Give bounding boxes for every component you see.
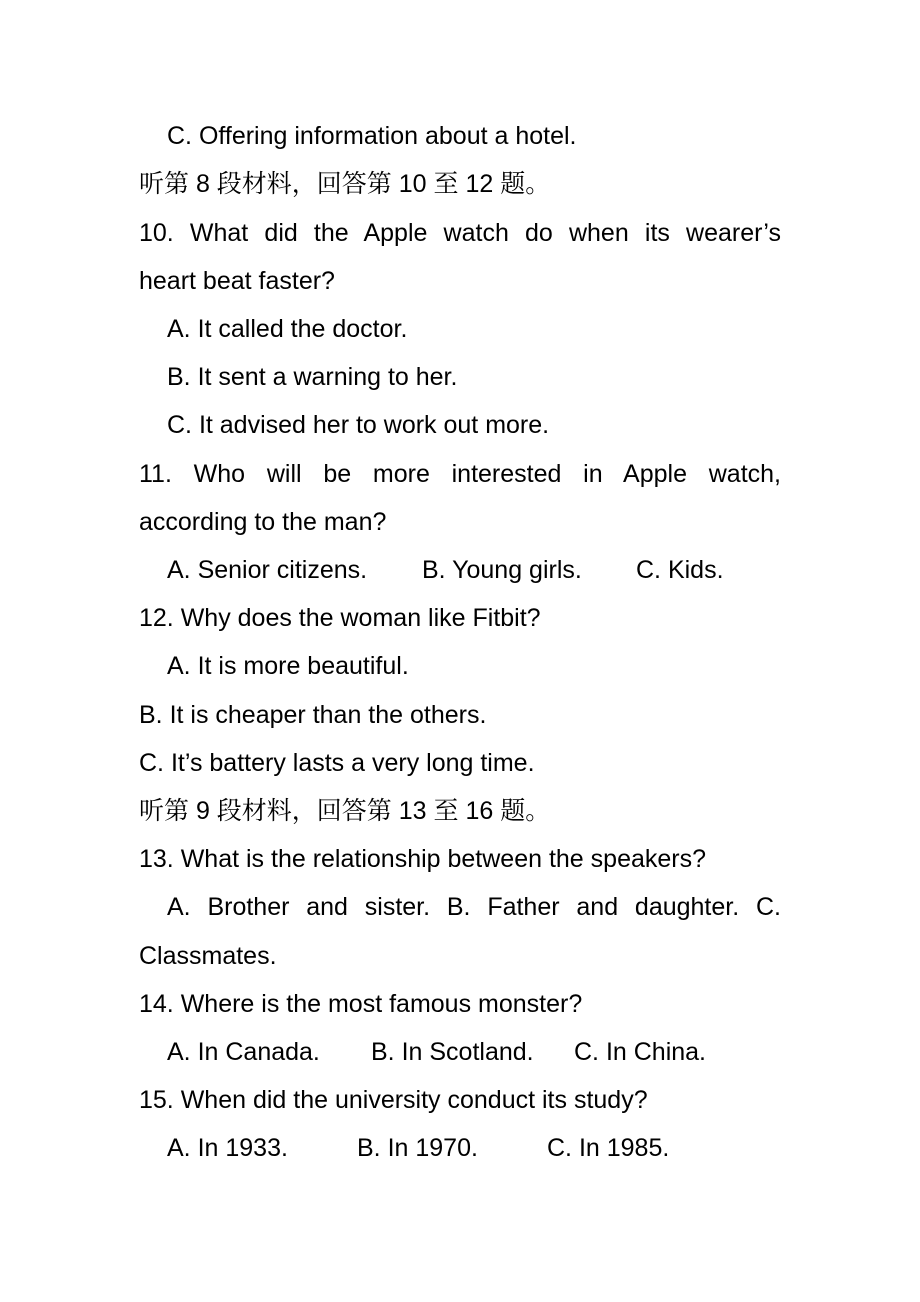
- q13-option-c-continued: Classmates.: [139, 942, 277, 970]
- question-11: 11. Who will be more interested in Apple watch,: [139, 460, 781, 488]
- q10-option-a: A. It called the doctor.: [167, 315, 408, 343]
- question-10-continued: heart beat faster?: [139, 267, 335, 295]
- q15-option-b: B. In 1970.: [357, 1134, 478, 1162]
- q11-option-a: A. Senior citizens.: [167, 556, 368, 584]
- q11-options: [167, 546, 781, 594]
- q14-option-c: C. In China.: [574, 1038, 707, 1066]
- q11-option-c: C. Kids.: [636, 556, 724, 584]
- section-heading-8: 听第 8 段材料，回答第 10 至 12 题。: [139, 170, 551, 198]
- q14-options: [167, 1028, 781, 1076]
- q9-option-c: C. Offering information about a hotel.: [167, 122, 577, 150]
- q15-option-c: C. In 1985.: [547, 1134, 670, 1162]
- q12-option-b: B. It is cheaper than the others.: [139, 701, 487, 729]
- q11-option-b: B. Young girls.: [422, 556, 582, 584]
- q10-option-c: C. It advised her to work out more.: [167, 411, 550, 439]
- question-10: 10. What did the Apple watch do when its wearer’s: [139, 219, 781, 247]
- q14-option-b: B. In Scotland.: [371, 1038, 534, 1066]
- q15-options: [167, 1124, 781, 1172]
- question-13: 13. What is the relationship between the speakers?: [139, 845, 707, 873]
- question-12: 12. Why does the woman like Fitbit?: [139, 604, 541, 632]
- q12-option-a: A. It is more beautiful.: [167, 652, 409, 680]
- question-11-continued: according to the man?: [139, 508, 387, 536]
- q13-options: A. Brother and sister. B. Father and daughter. C.: [167, 893, 781, 921]
- q14-option-a: A. In Canada.: [167, 1038, 320, 1066]
- question-14: 14. Where is the most famous monster?: [139, 990, 583, 1018]
- q10-option-b: B. It sent a warning to her.: [167, 363, 458, 391]
- q12-option-c: C. It’s battery lasts a very long time.: [139, 749, 535, 777]
- q15-option-a: A. In 1933.: [167, 1134, 288, 1162]
- section-heading-9: 听第 9 段材料，回答第 13 至 16 题。: [139, 797, 551, 825]
- question-15: 15. When did the university conduct its study?: [139, 1086, 648, 1114]
